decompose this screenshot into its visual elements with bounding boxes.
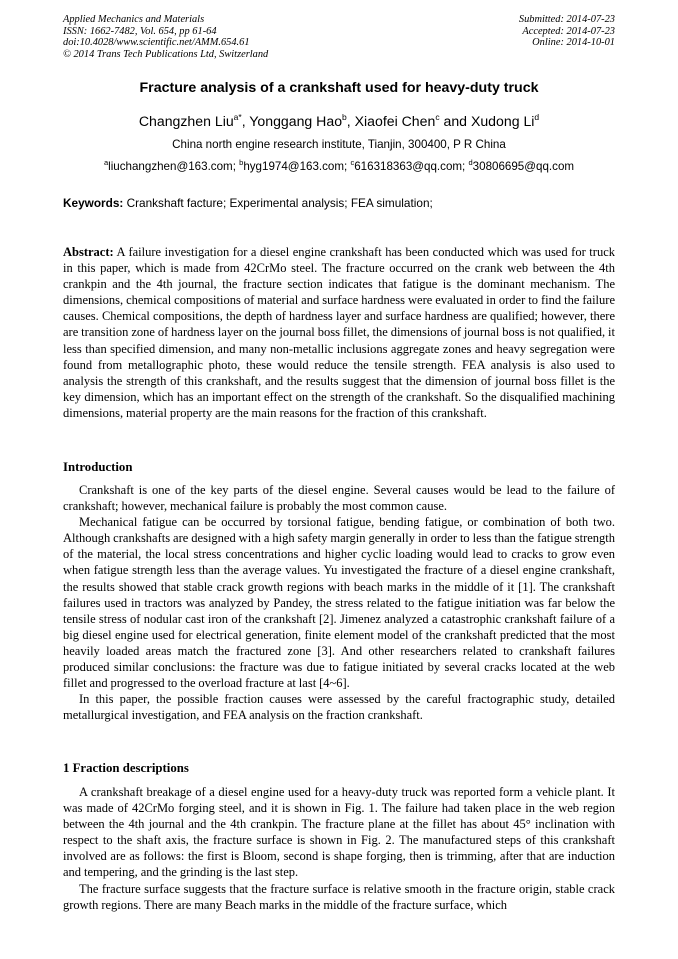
paper-title: Fracture analysis of a crankshaft used for heavy-duty truck (139, 80, 539, 96)
author-separator: , (346, 113, 355, 129)
abstract-text: A failure investigation for a diesel engine crankshaft has been conducted which was used for truck in this paper, which is made from 42CrMo steel. The fracture occurred on the crank web between the 4th crankpin and the 4th journal, the fracture section indicates that fatigue is the dominant mechanism. The dimensions, chemical compositions of material and surface hardness were evaluated in order to find the failure causes. Chemical compositions, the depth of hardness layer and surface hardness are qualified; however, there are transition zone of hardness layer on the journal boss fillet, the dimensions of journal boss is not qualified, it less than specified dimension, and many non-metallic inclusions aggregate zones and heavy segregation were found from metallographic photo, these would reduce the tensile strength. FEA analysis is also used to analysis the strength of this crankshaft, and the results suggest that the dimension of journal boss fillet is the key dimension, which has an important effect on the strength of the crankshaft. So the disqualified machining dimensions, material property are the main reasons for the fraction of this crankshaft. (63, 245, 615, 420)
email-address: 616318363@qq.com; (354, 160, 469, 173)
author-name: Xudong Li (470, 113, 535, 129)
email-superscript: d (468, 158, 473, 167)
author-name: Changzhen Liu (138, 113, 234, 129)
keywords (63, 196, 615, 210)
author-separator: , (241, 113, 250, 129)
journal-copyright: © 2014 Trans Tech Publications Ltd, Switzerland (63, 48, 269, 60)
author-emails (63, 160, 615, 173)
journal-issn: ISSN: 1662-7482, Vol. 654, pp 61-64 (63, 25, 217, 37)
author-list (63, 113, 615, 129)
email-address: 30806695@qq.com (472, 160, 575, 173)
abstract-label: Abstract: (63, 245, 114, 259)
paragraph: In this paper, the possible fraction causes were assessed by the careful fractographic study, detailed metallurgical investigation, and FEA analysis on the fraction crankshaft. (63, 692, 615, 723)
email-superscript: b (239, 158, 244, 167)
affiliation: China north engine research institute, Tianjin, 300400, P R China (172, 138, 506, 151)
online-date: Online: 2014-10-01 (532, 37, 615, 49)
paragraph: A crankshaft breakage of a diesel engine used for a heavy-duty truck was reported form a vehicle plant. It was made of 42CrMo forging steel, and it is shown in Fig. 1. The failure had taken place in the web region between the 4th journal and the 4th crankpin. The fracture plane at the fillet has about 45° inclination with respect to the shaft axis, the fracture surface is shown in Fig. 2. The manufactured steps of this crankshaft involved are as follows: the first is Bloom, second is shape forging, then is trimming, after that are induction and tempering, and the grinding is the last step. (63, 785, 615, 880)
author-superscript: c (435, 112, 440, 122)
journal-header-right (519, 14, 615, 49)
fraction-descriptions-body (63, 784, 615, 913)
section-heading-introduction: Introduction (63, 460, 133, 474)
section-heading-fraction-descriptions: 1 Fraction descriptions (63, 761, 189, 775)
keywords-label: Keywords: (63, 196, 124, 210)
email-superscript: a (103, 158, 109, 167)
author-superscript: a* (233, 112, 242, 122)
paragraph: Crankshaft is one of the key parts of the diesel engine. Several causes would be lead to the failure of crankshaft; however, mechanical failure is probably the most common cause. (63, 483, 615, 514)
author-separator: and (439, 113, 471, 129)
journal-name: Applied Mechanics and Materials (63, 14, 205, 25)
paragraph: The fracture surface suggests that the fracture surface is relative smooth in the fracture origin, stable crack growth regions. There are many Beach marks in the middle of the fracture surface, which (63, 881, 615, 912)
author-name: Yonggang Hao (249, 113, 343, 129)
author-name: Xiaofei Chen (354, 113, 436, 129)
journal-doi: doi:10.4028/www.scientific.net/AMM.654.61 (63, 37, 250, 49)
keywords-text: Crankshaft facture; Experimental analysis; FEA simulation; (123, 196, 433, 210)
email-address: liuchangzhen@163.com; (108, 160, 240, 173)
accepted-date: Accepted: 2014-07-23 (522, 25, 615, 37)
author-superscript: d (534, 112, 540, 122)
email-address: hyg1974@163.com; (243, 160, 351, 173)
submitted-date: Submitted: 2014-07-23 (518, 14, 615, 25)
paragraph: Mechanical fatigue can be occurred by torsional fatigue, bending fatigue, or combination of both two. Although crankshafts are designed with a high safety margin generally in order to less than the fatigue strength of the material, the local stress concentrations and higher cyclic loading would lead to cracks to grow even when fatigue strength less than the average values. Yu investigated the fracture of a diesel engine crankshaft, the results showed that stable crack growth regions with beach marks in the middle of it [1]. The crankshaft failures used in tractors was analyzed by Pandey, the stress related to the fatigue initiation was far below the tensile stress of nodular cast iron of the crankshaft [2]. Jimenez analyzed a catastrophic crankshaft failure of a big diesel engine used for electrical generation, finite element model of the crankshaft predicted that the most heavily loaded areas match the fractured zone [3]. And other researchers related to crankshaft failures produced similar conclusions: the fracture was due to fatigue initiated by several cracks located at the web fillet and progressed to the overload fracture at last [4~6]. (63, 515, 615, 691)
introduction-body (63, 482, 615, 723)
email-superscript: c (350, 158, 355, 167)
abstract (63, 244, 615, 421)
journal-header-left (63, 14, 268, 60)
author-superscript: b (342, 112, 347, 122)
